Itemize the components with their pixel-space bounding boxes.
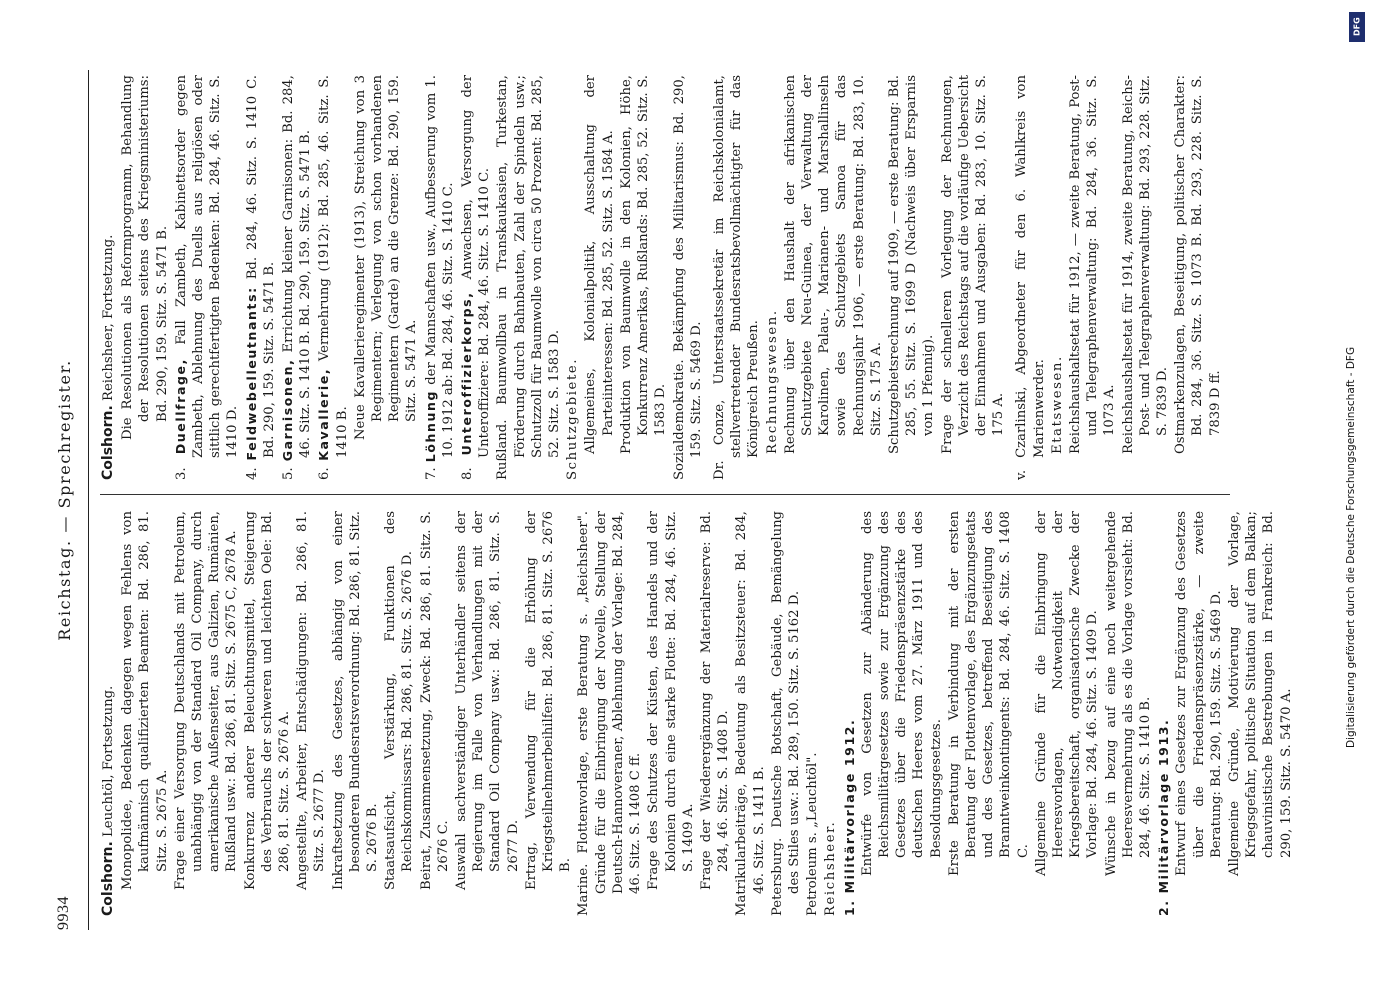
lemma-continuation: Leuchtöl, Fortsetzung.	[101, 685, 116, 837]
numbered-heading: 1. Militärvorlage 1912.	[841, 718, 857, 916]
index-entry: Konkurrenz anderer Beleuchtungsmittel, Steigerung des Verbrauchs der schweren und leichten Oele: Bd. 286, 81. Sitz. S. 2676 A.	[242, 511, 293, 890]
index-entry: Ertrag, Verwendung für die Erhöhung der Kriegsteilnehmerbeihilfen: Bd. 286, 81. Sitz. S. 2676 B.	[523, 511, 574, 890]
lemma-continuation: Reichsheer, Fortsetzung.	[101, 234, 116, 401]
person-entry-conze: Dr. Conze, Unterstaatssekretär im Reichskolonialamt, stellvertretender Bundesratsbevollmächtigter für das Königreich Preußen.	[711, 75, 762, 480]
entry-text: Vermehrung (1912): Bd. 285, 46. Sitz. S. 1410 B.	[317, 75, 350, 458]
index-entry: Auswahl sachverständiger Unterhändler seitens der Regierung im Falle von Verhandlungen mit der Standard Oil Company usw.: Bd. 286, 81. Sitz. S. 2677 D.	[454, 511, 521, 890]
numbered-heading: 2. Militärvorlage 1913.	[1156, 718, 1172, 916]
index-entry-ostmarken: Ostmarkenzulagen, Beseitigung, politischer Charakter: Bd. 284, 36. Sitz. S. 1073 B. Bd. 293, 228. Sitz. S. 7839 D ff.	[1173, 75, 1223, 454]
column-divider	[100, 494, 1230, 495]
entry-number: 6.	[317, 467, 333, 480]
entry-text: Fall Zambeth, Kabinettsorder gegen Zambeth, Ablehnung des Duells aus religiösen oder sittlich gerechtfertigten Bedenken: Bd. 284, 46. Sitz. S. 1410 D.	[173, 75, 241, 458]
page-header	[55, 70, 83, 930]
entry-keyword: Unteroffizierkorps,	[459, 291, 475, 456]
index-entry: Frage der Wiederergänzung der Materialreserve: Bd. 284, 46. Sitz. S. 1408 D.	[698, 511, 732, 890]
index-entry: Frage einer Versorgung Deutschlands mit Petroleum, unabhängig von der Standard Oil Company, durch amerikanische Außenseiter, aus Galizien, Rumänien, Rußland usw.: Bd. 286, 81. Sitz. S. 2675 C, 2678 A.	[172, 511, 240, 890]
entry-text: der Mannschaften usw., Aufbesserung vom 1. 10. 1912 ab: Bd. 284, 46. Sitz. S. 1410 C.	[423, 75, 456, 458]
entry-number: 5.	[281, 467, 297, 480]
subject-heading-rechnungswesen: Rechnungswesen.	[764, 309, 780, 454]
index-entry-russland: Rußland. Baumwollbau in Transkaukasien, Turkestan, Förderung durch Bahnbauten, Zahl der Spindeln usw.; Schutzzoll für Baumwolle von circa 50 Prozent: Bd. 285, 52. Sitz. S. 1583 D.	[495, 75, 563, 480]
numbered-entry	[279, 75, 314, 480]
header-rule	[88, 70, 89, 930]
index-entry: Allgemeines, Kolonialpolitik, Ausschaltung der Parteiinteressen: Bd. 285, 52. Sitz. S. 1584 A.	[583, 75, 616, 454]
numbered-entry	[315, 75, 350, 480]
index-entry-sozialdemokratie: Sozialdemokratie. Bekämpfung des Militarismus: Bd. 290, 159. Sitz. S. 5469 D.	[671, 75, 704, 480]
index-entry: Allgemeine Gründe, Motivierung der Vorlage, Kriegsgefahr, politische Situation auf dem Balkan; chauvinistische Bestrebungen in Frankreich: Bd. 290, 159. Sitz. S. 5470 A.	[1227, 511, 1294, 876]
index-entry: Reichshaushaltsetat für 1914, zweite Beratung, Reichs-Post- und Telegraphenverwaltung: Bd. 293, 228. Sitz. S. 7839 D.	[1120, 75, 1170, 454]
index-entry-petersburg: Petersburg. Deutsche Botschaft, Gebäude, Bemängelung des Stiles usw.: Bd. 289, 150. Sitz. S. 5162 D.	[769, 511, 802, 916]
index-entry: Rechnung über den Haushalt der afrikanischen Schutzgebiete Neu-Guinea, der Verwaltung der Karolinen, Palau-, Marianen- und Marshallinseln sowie des Schutzgebiets Samoa für das Rechnungsjahr 1906, — erste Beratung: Bd. 283, 10. Sitz. S. 175 A.	[782, 75, 884, 454]
index-entry: Frage des Schutzes der Küsten, des Handels und der Kolonien durch eine starke Flotte: Bd. 284, 46. Sitz. S. 1409 A.	[646, 511, 696, 890]
entry-number: 4.	[244, 467, 260, 480]
subject-heading-schutzgebiete: Schutzgebiete.	[565, 357, 581, 480]
index-entry: Reichshaushaltsetat für 1912, — zweite Beratung, Post- und Telegraphenverwaltung: Bd. 284, 36. Sitz. S. 1073 A.	[1067, 75, 1118, 454]
entry-keyword: Feldwebelleutnants:	[243, 286, 259, 461]
person-entry-czarlinski: v. Czarlinski, Abgeordneter für den 6. Wahlkreis von Marienwerder.	[1014, 75, 1047, 480]
entry-keyword: Duellfrage,	[172, 358, 188, 455]
index-entry: Produktion von Baumwolle in den Kolonien, Höhe, Konkurrenz Amerikas, Rußlands: Bd. 285, 52. Sitz. S. 1583 D.	[618, 75, 669, 454]
lemma-line	[100, 75, 117, 480]
digitization-note: Digitalisierung gefördert durch die Deutsche Forschungsgemeinschaft - DFG	[1345, 346, 1357, 748]
numbered-entry	[243, 75, 278, 480]
running-head: Reichstag. — Sprechregister.	[55, 359, 74, 641]
index-entry: Entwurf eines Gesetzes zur Ergänzung des Gesetzes über die Friedenspräsenzstärke, — zweite Beratung: Bd. 290, 159. Sitz. S. 5469 D.	[1174, 511, 1224, 876]
index-entry: Inkraftsetzung des Gesetzes, abhängig von einer besonderen Bundesratsverordnung: Bd. 286, 81. Sitz. S. 2676 B.	[330, 511, 381, 890]
index-entry: Monopolidee, Bedenken dagegen wegen Fehlens von kaufmännisch qualifizierten Beamten: Bd. 286, 81. Sitz. S. 2675 A.	[120, 511, 170, 890]
index-entry: Die Resolutionen als Reformprogramm, Behandlung der Resolutionen seitens des Kriegsministeriums: Bd. 290, 159. Sitz. S. 5471 B.	[120, 75, 170, 440]
entry-keyword: Löhnung	[422, 389, 438, 463]
numbered-entry	[172, 75, 242, 480]
index-entry: Entwürfe von Gesetzen zur Abänderung des Reichsmilitärgesetzes sowie zur Ergänzung des Gesetzes über die Friedenspräsenzstärke des deutschen Heeres vom 27. März 1911 und des Besoldungsgesetzes.	[859, 511, 944, 876]
entry-number: 8.	[460, 467, 476, 480]
entry-text: Anwachsen, Versorgung der Unteroffiziere: Bd. 284, 46. Sitz. S. 1410 C.	[460, 75, 493, 458]
lemma-name: Colshorn.	[100, 405, 116, 480]
index-entry-matrikular: Matrikularbeiträge, Bedeutung als Besitzsteuer: Bd. 284, 46. Sitz. S. 1411 B.	[734, 511, 767, 916]
index-entry: Neue Kavallerieregimenter (1913), Streichung von 3 Regimentern; Verlegung von schon vorhandenen Regimentern (Garde) an die Grenze: Bd. 290, 159. Sitz. S. 5471 A.	[352, 75, 420, 440]
index-entry: Beirat, Zusammensetzung, Zweck: Bd. 286, 81. Sitz. S. 2676 C.	[418, 511, 451, 890]
index-entry: Schutzgebietsrechnung auf 1909, — erste Beratung: Bd. 285, 55. Sitz. S. 1699 D (Nachweis über Ersparnis von 1 Pfennig).	[886, 75, 937, 454]
index-entry-marine: Marine. Flottenvorlage, erste Beratung s. „Reichsheer". Gründe für die Einbringung der Novelle, Stellung der Deutsch-Hannoveraner, Ablehnung der Vorlage: Bd. 284, 46. Sitz. S. 1408 C ff.	[576, 511, 644, 916]
dfg-logo: DFG	[1349, 12, 1365, 42]
entry-number: 7.	[423, 467, 439, 480]
subject-heading-etatswesen: Etatswesen.	[1049, 355, 1065, 454]
index-entry: Frage der schnelleren Vorlegung der Rechnungen, Verzicht des Reichstags auf die vorläufige Uebersicht der Einnahmen und Ausgaben: Bd. 283, 10. Sitz. S. 175 A.	[939, 75, 1007, 454]
lemma-line	[100, 511, 117, 916]
entry-keyword: Kavallerie,	[316, 367, 332, 461]
index-entry: Staatsaufsicht, Verstärkung, Funktionen des Reichskommissars: Bd. 286, 81. Sitz. S. 2676 D.	[383, 511, 416, 890]
left-column	[100, 511, 1296, 916]
entry-keyword: Garnisonen,	[280, 358, 296, 462]
lemma-name: Colshorn.	[100, 841, 116, 916]
entry-text: Bd. 284, 46. Sitz. S. 1410 C. Bd. 290, 159. Sitz. S. 5471 B.	[244, 75, 277, 458]
subject-heading-reichsheer: Reichsheer.	[823, 820, 839, 916]
numbered-entry	[458, 75, 493, 480]
index-entry: Allgemeine Gründe für die Einbringung der Heeresvorlagen, Notwendigkeit der Kriegsbereitschaft, organisatorische Zwecke der Vorlage: Bd. 284, 46. Sitz. S. 1409 D.	[1033, 511, 1101, 876]
right-column	[100, 75, 1225, 480]
index-entry: Angestellte, Arbeiter, Entschädigungen: Bd. 286, 81. Sitz. S. 2677 D.	[295, 511, 328, 890]
entry-text: Errichtung kleiner Garnisonen: Bd. 284, 46. Sitz. S. 1410 B. Bd. 290, 159. Sitz. S. 5471 B.	[281, 75, 314, 458]
page-number: 9934	[55, 896, 72, 930]
index-entry: Erste Beratung in Verbindung mit der ersten Beratung der Flottenvorlage, des Ergänzungsetats und des Gesetzes, betreffend Beseitigung des Branntweinkontingents: Bd. 284, 46. Sitz. S. 1408 C.	[946, 511, 1031, 876]
index-entry: Wünsche in bezug auf eine noch weitergehende Heeresvermehrung als es die Vorlage vorsieht: Bd. 284, 46. Sitz. S. 1410 B.	[1103, 511, 1153, 876]
numbered-entry	[422, 75, 457, 480]
entry-number: 3.	[173, 467, 189, 480]
index-entry-petroleum: Petroleum s. „Leuchtöl".	[805, 752, 821, 916]
